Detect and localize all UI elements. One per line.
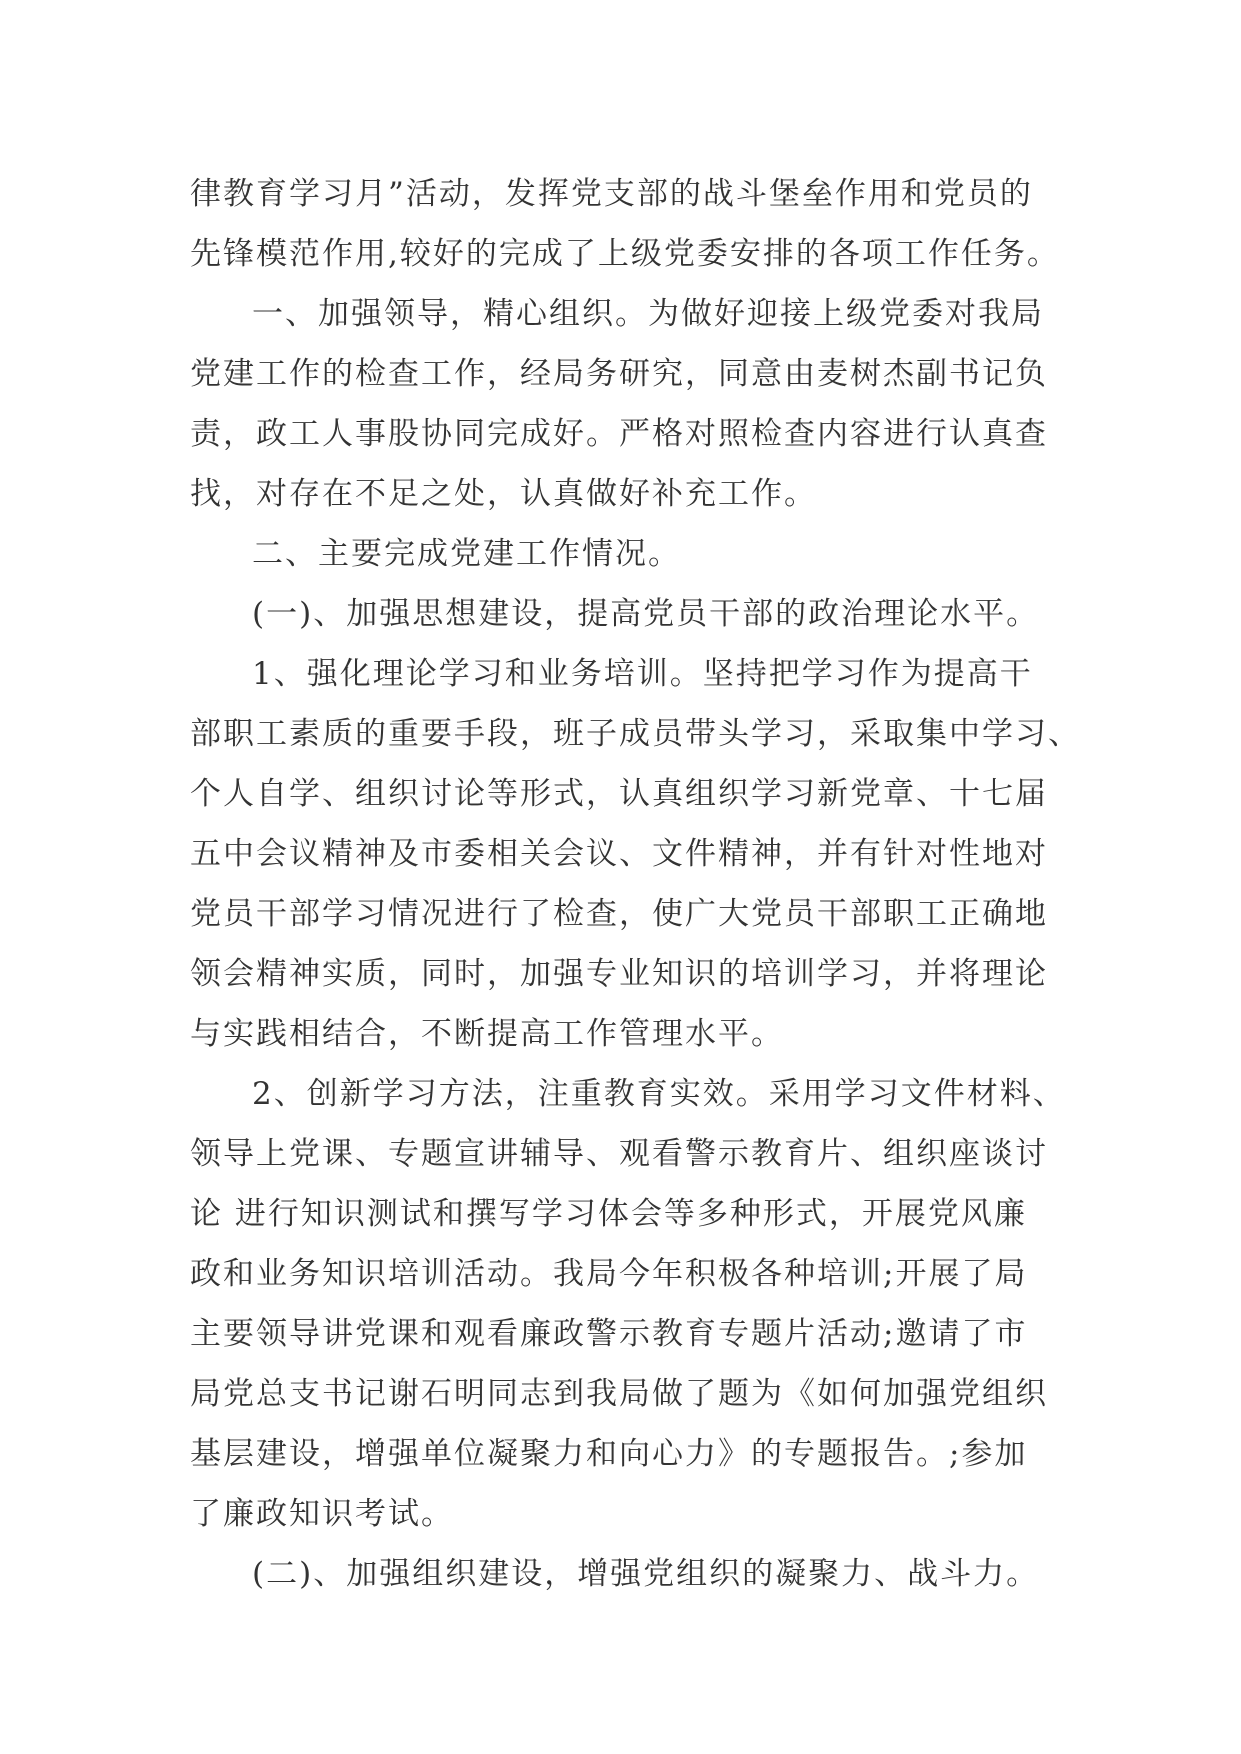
text-line: 政和业务知识培训活动。我局今年积极各种培训;开展了局	[190, 1256, 1028, 1292]
text-line: 领会精神实质，同时，加强专业知识的培训学习，并将理论	[190, 956, 1048, 992]
text-line: 律教育学习月”活动，发挥党支部的战斗堡垒作用和党员的	[190, 176, 1033, 212]
text-line: 与实践相结合，不断提高工作管理水平。	[190, 1016, 784, 1052]
text-line: 部职工素质的重要手段，班子成员带头学习，采取集中学习、	[190, 716, 1081, 752]
section-heading-1: 一、加强领导，精心组织。为做好迎接上级党委对我局	[252, 296, 1044, 332]
text-line: 主要领导讲党课和观看廉政警示教育专题片活动;邀请了市	[190, 1316, 1028, 1352]
text-line: 领导上党课、专题宣讲辅导、观看警示教育片、组织座谈讨	[190, 1136, 1048, 1172]
text-line: 五中会议精神及市委相关会议、文件精神，并有针对性地对	[190, 836, 1048, 872]
text-line: 局党总支书记谢石明同志到我局做了题为《如何加强党组织	[190, 1376, 1048, 1412]
paragraph-2-start: 2、创新学习方法，注重教育实效。采用学习文件材料、	[252, 1076, 1066, 1112]
section-heading-2: 二、主要完成党建工作情况。	[252, 536, 681, 572]
paragraph-1-start: 1、强化理论学习和业务培训。坚持把学习作为提高干	[252, 656, 1033, 692]
text-line: 论 进行知识测试和撰写学习体会等多种形式，开展党风廉	[190, 1196, 1027, 1232]
subsection-heading-1: (一)、加强思想建设，提高党员干部的政治理论水平。	[252, 596, 1040, 632]
text-line: 基层建设，增强单位凝聚力和向心力》的专题报告。;参加	[190, 1436, 1028, 1472]
text-line: 党员干部学习情况进行了检查，使广大党员干部职工正确地	[190, 896, 1048, 932]
text-line: 找，对存在不足之处，认真做好补充工作。	[190, 476, 817, 512]
text-line: 责，政工人事股协同完成好。严格对照检查内容进行认真查	[190, 416, 1048, 452]
text-line: 个人自学、组织讨论等形式，认真组织学习新党章、十七届	[190, 776, 1048, 812]
text-line: 先锋模范作用,较好的完成了上级党委安排的各项工作任务。	[190, 236, 1060, 272]
text-line: 了廉政知识考试。	[190, 1496, 454, 1532]
subsection-heading-2: (二)、加强组织建设，增强党组织的凝聚力、战斗力。	[252, 1556, 1040, 1592]
text-line: 党建工作的检查工作，经局务研究，同意由麦树杰副书记负	[190, 356, 1048, 392]
document-body	[190, 164, 1081, 1604]
